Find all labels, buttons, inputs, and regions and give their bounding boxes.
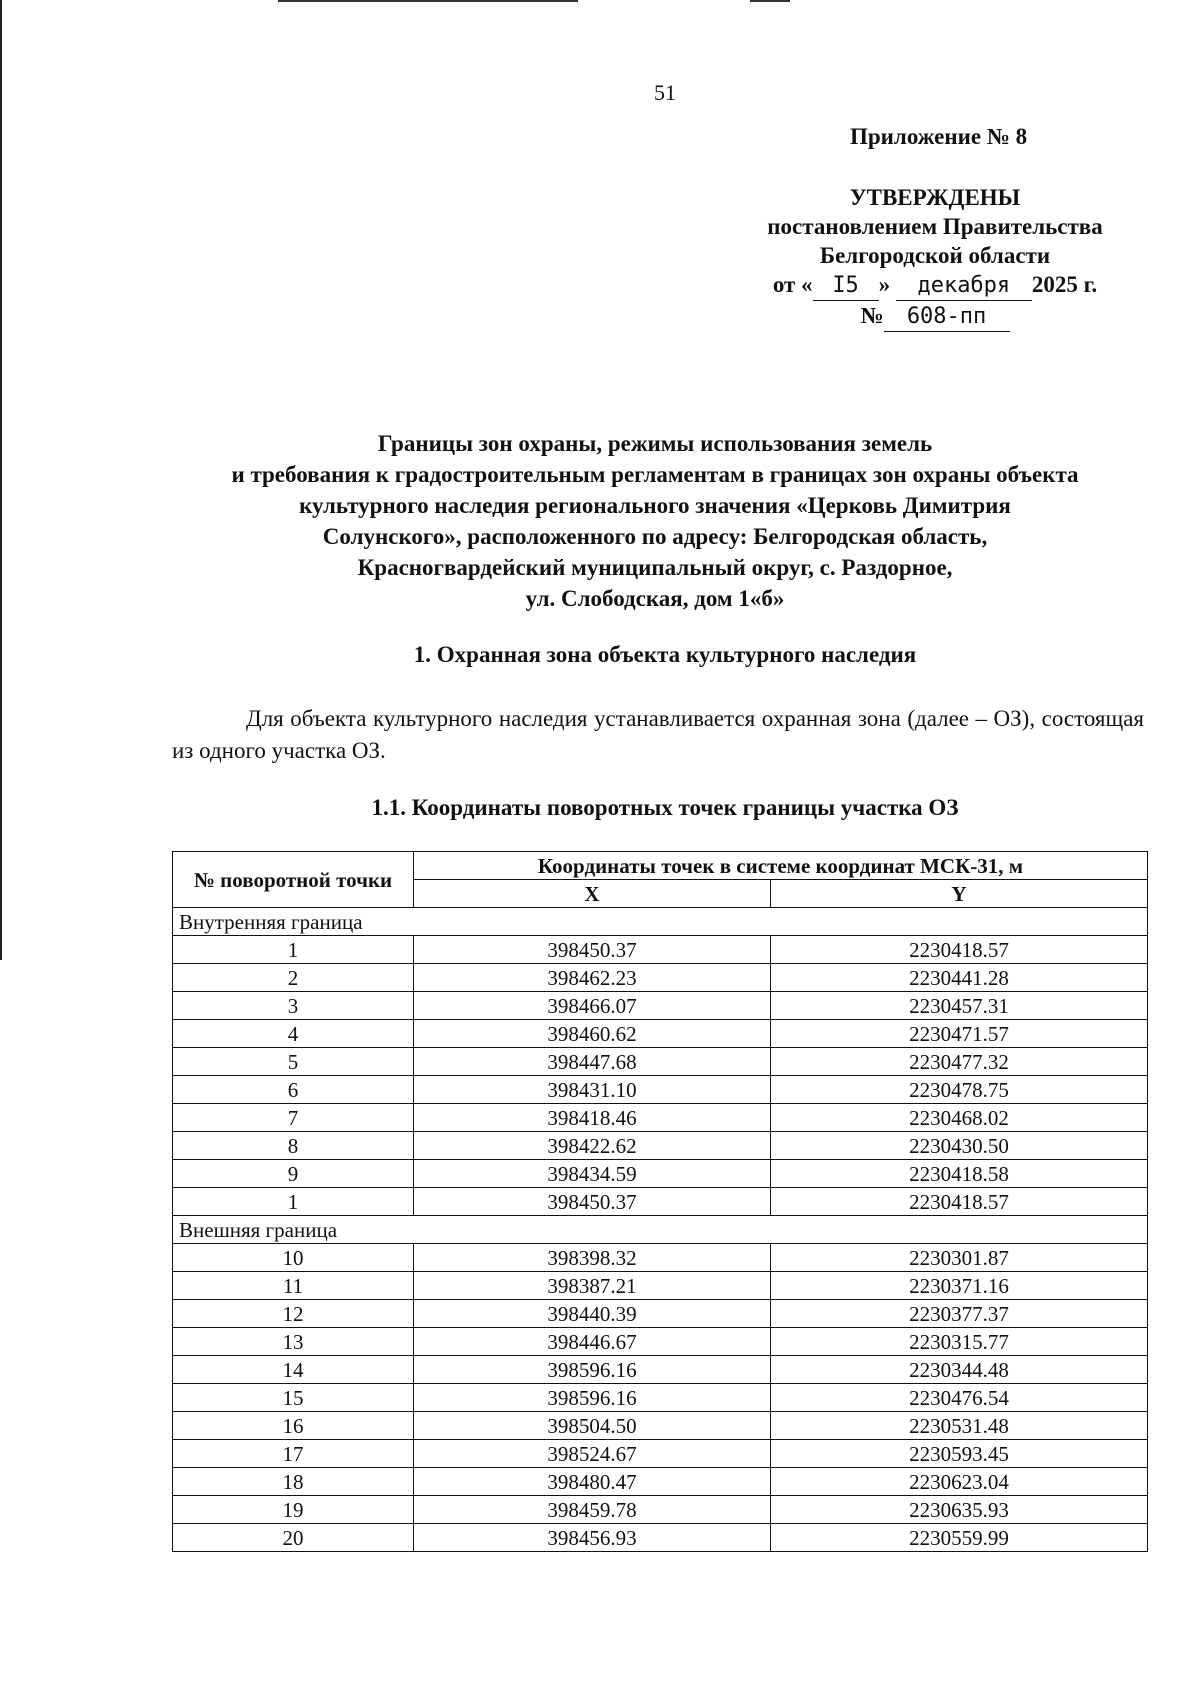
x-coordinate-cell: 398434.59 [414, 1160, 771, 1188]
table-row [173, 1104, 1148, 1132]
x-coordinate-cell: 398462.23 [414, 964, 771, 992]
y-coordinate-cell: 2230457.31 [771, 992, 1148, 1020]
point-number-cell: 13 [173, 1328, 414, 1356]
y-coordinate-cell: 2230418.58 [771, 1160, 1148, 1188]
group-label: Внешняя граница [173, 1216, 1148, 1244]
table-row [173, 1328, 1148, 1356]
approval-block [700, 183, 1170, 332]
y-coordinate-cell: 2230531.48 [771, 1412, 1148, 1440]
y-coordinate-cell: 2230559.99 [771, 1524, 1148, 1552]
title-line-2: и требования к градостроительным регламентам в границах зон охраны объекта [231, 462, 1079, 487]
y-coordinate-cell: 2230478.75 [771, 1076, 1148, 1104]
y-coordinate-cell: 2230377.37 [771, 1300, 1148, 1328]
number-value: 608-пп [884, 302, 1010, 332]
x-coordinate-cell: 398387.21 [414, 1272, 771, 1300]
date-year: 2025 г. [1031, 272, 1098, 297]
scan-top-rule [750, 0, 790, 2]
header-coordinates: Координаты точек в системе координат МСК-31, м [414, 852, 1148, 880]
point-number-cell: 18 [173, 1468, 414, 1496]
point-number-cell: 16 [173, 1412, 414, 1440]
table-row [173, 1356, 1148, 1384]
point-number-cell: 7 [173, 1104, 414, 1132]
x-coordinate-cell: 398480.47 [414, 1468, 771, 1496]
y-coordinate-cell: 2230418.57 [771, 1188, 1148, 1216]
point-number-cell: 9 [173, 1160, 414, 1188]
approval-date [700, 270, 1170, 301]
x-coordinate-cell: 398447.68 [414, 1048, 771, 1076]
table-row [173, 936, 1148, 964]
point-number-cell: 5 [173, 1048, 414, 1076]
title-line-1: Границы зон охраны, режимы использования земель [377, 431, 933, 456]
table-row [173, 1384, 1148, 1412]
scan-top-rule [278, 0, 578, 2]
x-coordinate-cell: 398450.37 [414, 936, 771, 964]
table-row [173, 1300, 1148, 1328]
point-number-cell: 14 [173, 1356, 414, 1384]
coordinates-table [172, 851, 1148, 1552]
x-coordinate-cell: 398596.16 [414, 1384, 771, 1412]
table-row [173, 1244, 1148, 1272]
point-number-cell: 10 [173, 1244, 414, 1272]
x-coordinate-cell: 398460.62 [414, 1020, 771, 1048]
point-number-cell: 3 [173, 992, 414, 1020]
document-title [160, 428, 1150, 614]
x-coordinate-cell: 398440.39 [414, 1300, 771, 1328]
table-row [173, 1132, 1148, 1160]
y-coordinate-cell: 2230593.45 [771, 1440, 1148, 1468]
point-number-cell: 17 [173, 1440, 414, 1468]
y-coordinate-cell: 2230471.57 [771, 1020, 1148, 1048]
point-number-cell: 1 [173, 1188, 414, 1216]
x-coordinate-cell: 398422.62 [414, 1132, 771, 1160]
table-row [173, 1468, 1148, 1496]
title-line-6: ул. Слободская, дом 1«б» [525, 586, 785, 611]
table-row [173, 1524, 1148, 1552]
table-row [173, 1412, 1148, 1440]
point-number-cell: 20 [173, 1524, 414, 1552]
date-mid: » [878, 272, 891, 297]
header-y: Y [771, 880, 1148, 908]
table-row [173, 1020, 1148, 1048]
point-number-cell: 11 [173, 1272, 414, 1300]
appendix-label: Приложение № 8 [850, 124, 1028, 149]
title-line-5: Красногвардейский муниципальный округ, с. Раздорное, [357, 555, 953, 580]
x-coordinate-cell: 398456.93 [414, 1524, 771, 1552]
x-coordinate-cell: 398398.32 [414, 1244, 771, 1272]
table-group-row [173, 1216, 1148, 1244]
table-row [173, 1048, 1148, 1076]
x-coordinate-cell: 398418.46 [414, 1104, 771, 1132]
group-label: Внутренняя граница [173, 908, 1148, 936]
x-coordinate-cell: 398504.50 [414, 1412, 771, 1440]
y-coordinate-cell: 2230371.16 [771, 1272, 1148, 1300]
date-prefix: от « [772, 272, 813, 297]
table-row [173, 1272, 1148, 1300]
table-group-row [173, 908, 1148, 936]
y-coordinate-cell: 2230441.28 [771, 964, 1148, 992]
point-number-cell: 19 [173, 1496, 414, 1524]
header-x: X [414, 880, 771, 908]
approval-line-1: постановлением Правительства [767, 214, 1103, 239]
table-subheading: 1.1. Координаты поворотных точек границы участка ОЗ [371, 795, 959, 820]
x-coordinate-cell: 398459.78 [414, 1496, 771, 1524]
table-row [173, 1076, 1148, 1104]
y-coordinate-cell: 2230301.87 [771, 1244, 1148, 1272]
point-number-cell: 8 [173, 1132, 414, 1160]
table-row [173, 1496, 1148, 1524]
y-coordinate-cell: 2230344.48 [771, 1356, 1148, 1384]
number-prefix: № [860, 303, 884, 328]
x-coordinate-cell: 398431.10 [414, 1076, 771, 1104]
y-coordinate-cell: 2230623.04 [771, 1468, 1148, 1496]
title-line-3: культурного наследия регионального значения «Церковь Димитрия [299, 493, 1011, 518]
approval-number [700, 301, 1170, 332]
y-coordinate-cell: 2230315.77 [771, 1328, 1148, 1356]
point-number-cell: 2 [173, 964, 414, 992]
x-coordinate-cell: 398446.67 [414, 1328, 771, 1356]
x-coordinate-cell: 398466.07 [414, 992, 771, 1020]
point-number-cell: 6 [173, 1076, 414, 1104]
y-coordinate-cell: 2230635.93 [771, 1496, 1148, 1524]
y-coordinate-cell: 2230468.02 [771, 1104, 1148, 1132]
table-row [173, 1440, 1148, 1468]
y-coordinate-cell: 2230430.50 [771, 1132, 1148, 1160]
point-number-cell: 1 [173, 936, 414, 964]
table-row [173, 1188, 1148, 1216]
date-month: декабря [896, 271, 1032, 301]
page-number: 51 [654, 80, 676, 105]
point-number-cell: 4 [173, 1020, 414, 1048]
section-heading: 1. Охранная зона объекта культурного наследия [413, 642, 917, 667]
x-coordinate-cell: 398524.67 [414, 1440, 771, 1468]
point-number-cell: 15 [173, 1384, 414, 1412]
y-coordinate-cell: 2230418.57 [771, 936, 1148, 964]
title-line-4: Солунского», расположенного по адресу: Белгородская область, [322, 524, 988, 549]
table-row [173, 1160, 1148, 1188]
x-coordinate-cell: 398450.37 [414, 1188, 771, 1216]
point-number-cell: 12 [173, 1300, 414, 1328]
table-row [173, 964, 1148, 992]
table-row [173, 992, 1148, 1020]
date-day: I5 [813, 271, 879, 301]
x-coordinate-cell: 398596.16 [414, 1356, 771, 1384]
approval-line-2: Белгородской области [819, 243, 1051, 268]
y-coordinate-cell: 2230476.54 [771, 1384, 1148, 1412]
section-paragraph: Для объекта культурного наследия устанавливается охранная зона (далее – ОЗ), состоящая из одного участка ОЗ. [172, 706, 1144, 763]
y-coordinate-cell: 2230477.32 [771, 1048, 1148, 1076]
approved-label: УТВЕРЖДЕНЫ [849, 185, 1021, 210]
header-point-number: № поворотной точки [173, 852, 414, 908]
